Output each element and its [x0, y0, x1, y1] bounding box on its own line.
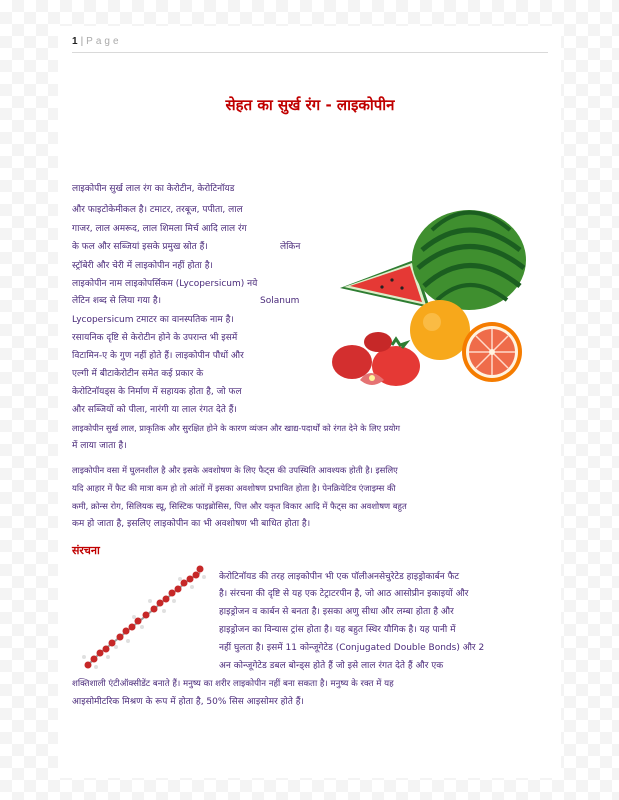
document-title: सेहत का सुर्ख रंग - लाइकोपीन [225, 96, 395, 114]
structure-line: केरोटिनॉयड की तरह लाइकोपीन भी एक पॉलीअनसेचुरेटेड हाइड्रोकार्बन फैट [219, 572, 460, 582]
watermelon-icon [412, 210, 526, 310]
structure-line: हाइड्रोजन का विन्यास ट्रांस होता है। यह बहुत स्थिर यौगिक है। यह पानी में [219, 625, 456, 635]
para2-line: लाइकोपीन वसा में घुलनशील है और इसके अवशोषण के लिए फैट्स की उपस्थिति आवश्यक होती है। इसलिए [72, 465, 398, 475]
lycopene-molecule-icon [82, 566, 206, 670]
header-separator: | [80, 36, 84, 47]
intro-line: और फाइटोकेमीकल है। टमाटर, तरबूज, पपीता, लाल [72, 205, 243, 215]
molecule-image [80, 565, 208, 673]
page-number: 1 [72, 36, 78, 47]
page-header [72, 36, 122, 47]
intro-line: स्ट्रॉबेरी और चेरी में लाइकोपीन नहीं होता है। [72, 261, 213, 271]
intro-line: लाइकोपीन सुर्ख लाल, प्राकृतिक और सुरक्षित होने के कारण व्यंजन और खाद्य-पदार्थों को रंगत देने के लिए प्रयोग [72, 423, 400, 433]
intro-line: एल्गी में बीटाकेरोटीन समेत कई प्रकार के [72, 369, 204, 379]
structure-line: अन कोन्जूगेटेड डबल बोन्ड्स होते हैं जो इसे लाल रंगत देते हैं और एक [219, 661, 444, 671]
orange-icon [410, 300, 470, 360]
intro-line: लेकिन [280, 242, 301, 252]
intro-line: गाजर, लाल अमरूद, लाल शिमला मिर्च आदि लाल रंग [72, 224, 247, 234]
intro-line: विटामिन-ए के गुण नहीं होते हैं। लाइकोपीन पौधों और [72, 351, 244, 361]
intro-line: लेटिन शब्द से लिया गया है। [72, 296, 162, 306]
para2-line: कम हो जाता है, इसलिए लाइकोपीन का भी अवशोषण भी बाधित होता है। [72, 519, 311, 529]
intro-line: में लाया जाता है। [72, 441, 127, 451]
intro-line: के फल और सब्जियां इसके प्रमुख स्रोत हैं। [72, 242, 208, 252]
structure-line: शक्तिशाली एंटीऑक्सीडेंट बनाते हैं। मनुष्य का शरीर लाइकोपीन नहीं बना सकता है। मनुष्य के रक्त में यह [72, 679, 394, 689]
intro-line: केरोटिनॉयड्स के निर्माण में सहायक होता है, जो फल [72, 387, 242, 397]
structure-line: आइसोमीटरिक मिश्रण के रूप में होता है, 50% सिस आइसोमर होते हैं। [72, 697, 304, 707]
tomato-icon [332, 332, 420, 386]
structure-line: है। संरचना की दृष्टि से यह एक टेट्राटरपीन है, जो आठ आसोप्रीन इकाइयों और [219, 589, 469, 599]
intro-line: रसायनिक दृष्टि से केरोटीन होने के उपरान्त भी इसमें [72, 333, 238, 343]
intro-line: Solanum [260, 296, 300, 306]
header-rule [72, 52, 548, 53]
structure-line: नहीं घुलता है। इसमें 11 कोन्जूगेटेड (Conjugated Double Bonds) और 2 [219, 643, 485, 653]
intro-line: Lycopersicum टमाटर का वानस्पतिक नाम है। [72, 315, 234, 325]
intro-line: लाइकोपीन नाम लाइकोपर्सिकम (Lycopersicum) नये [72, 279, 258, 289]
intro-line: और सब्जियों को पीला, नारंगी या लाल रंगत देते हैं। [72, 405, 237, 415]
para2-line: कमी, क्रोन्स रोग, सिलियक स्प्रू, सिस्टिक फाइब्रोसिस, पित्त और यकृत विकार आदि में फैट्स का अवशोषण बहुत [72, 501, 407, 511]
fruit-image [322, 190, 546, 415]
section-heading: संरचना [72, 544, 100, 557]
para2-line: यदि आहार में फैट की मात्रा कम हो तो आंतों में इसका अवशोषण प्रभावित होता है। पेनक्रियेटिव एंजाइम्स की [72, 483, 396, 493]
structure-line: हाइड्रोजन व कार्बन से बनता है। इसका अणु सीधा और लम्बा होता है और [219, 607, 454, 617]
grapefruit-icon [462, 322, 522, 382]
intro-line: लाइकोपीन सुर्ख लाल रंग का केरोटीन, केरोटिनॉयड [72, 184, 235, 194]
page-word: Page [86, 36, 122, 47]
